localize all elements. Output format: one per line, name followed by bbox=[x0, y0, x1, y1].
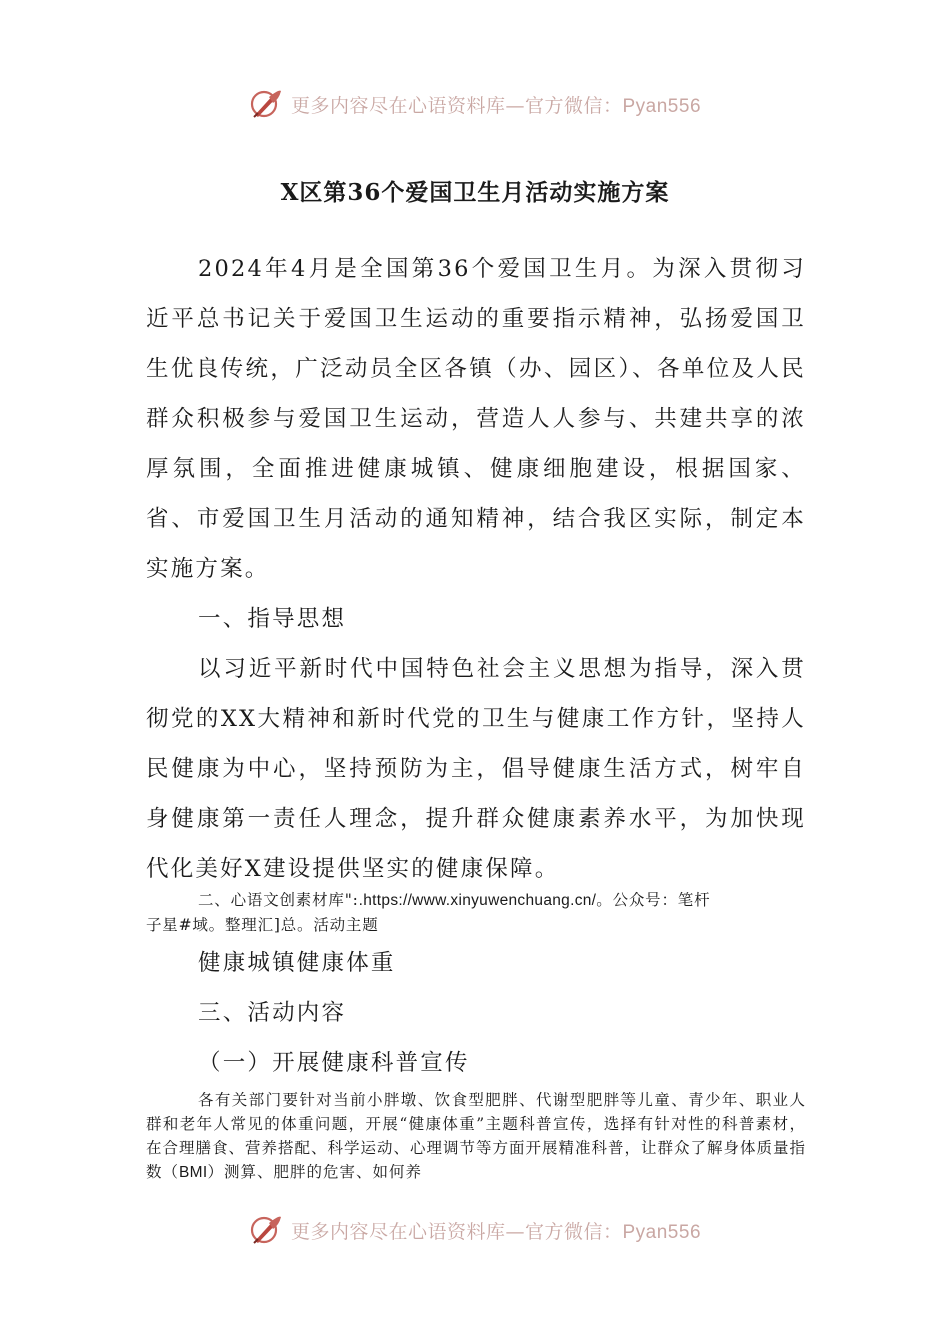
document-body bbox=[146, 244, 806, 894]
section2-url: .https://www.xinyuwenchuang.cn/ bbox=[358, 892, 597, 909]
document-title: X区第36个爱国卫生月活动实施方案 bbox=[280, 179, 670, 206]
section2-block bbox=[146, 888, 806, 937]
watermark-text: 更多内容尽在心语资料库—官方微信：Pyan556 bbox=[290, 94, 702, 117]
section3-heading: 三、活动内容 bbox=[198, 1000, 347, 1026]
subsection1-paragraph: 各有关部门要针对当前小胖墩、饮食型肥胖、代谢型肥胖等儿童、青少年、职业人群和老年人常见的体重问题，开展“健康体重”主题科普宣传，选择有针对性的科普素材，在合理膳食、营养搭配、科学运动、心理调节等方面开展精准科普，让群众了解身体质量指数（BMI）测算、肥胖的危害、如何养 bbox=[146, 1091, 807, 1181]
quill-pen-icon bbox=[249, 87, 283, 121]
section2-heading-line: 二、心语文创素材库":.https://www.xinyuwenchuang.cn/。公众号：笔杆 bbox=[198, 891, 711, 909]
watermark-banner-bottom bbox=[0, 1208, 950, 1252]
subsection1-heading: （一）开展健康科普宣传 bbox=[198, 1050, 470, 1076]
intro-paragraph: 2024年4月是全国第36个爱国卫生月。为深入贯彻习近平总书记关于爱国卫生运动的重要指示精神，弘扬爱国卫生优良传统，广泛动员全区各镇（办、园区）、各单位及人民群众积极参与爱国卫生运动，营造人人参与、共建共享的浓厚氛围，全面推进健康城镇、健康细胞建设，根据国家、省、市爱国卫生月活动的通知精神，结合我区实际，制定本实施方案。 bbox=[146, 256, 806, 582]
watermark-brand: Pyan556 bbox=[622, 1221, 702, 1243]
section1-heading: 一、指导思想 bbox=[198, 606, 347, 632]
quill-pen-icon bbox=[249, 1213, 283, 1247]
watermark-brand: Pyan556 bbox=[622, 95, 702, 117]
section2-heading-continued: 子星#域。整理汇]总。活动主题 bbox=[146, 916, 379, 934]
document-body-continued bbox=[146, 938, 806, 1088]
watermark-text: 更多内容尽在心语资料库—官方微信：Pyan556 bbox=[290, 1220, 702, 1243]
watermark-banner-top bbox=[0, 82, 950, 126]
theme-text: 健康城镇健康体重 bbox=[198, 950, 396, 976]
bmi-text: BMI bbox=[179, 1164, 208, 1181]
subsection1-block bbox=[146, 1088, 806, 1185]
section1-paragraph: 以习近平新时代中国特色社会主义思想为指导，深入贯彻党的XX大精神和新时代党的卫生与健康工作方针，坚持人民健康为中心，坚持预防为主，倡导健康生活方式，树牢自身健康第一责任人理念，提升群众健康素养水平，为加快现代化美好X建设提供坚实的健康保障。 bbox=[146, 656, 806, 882]
